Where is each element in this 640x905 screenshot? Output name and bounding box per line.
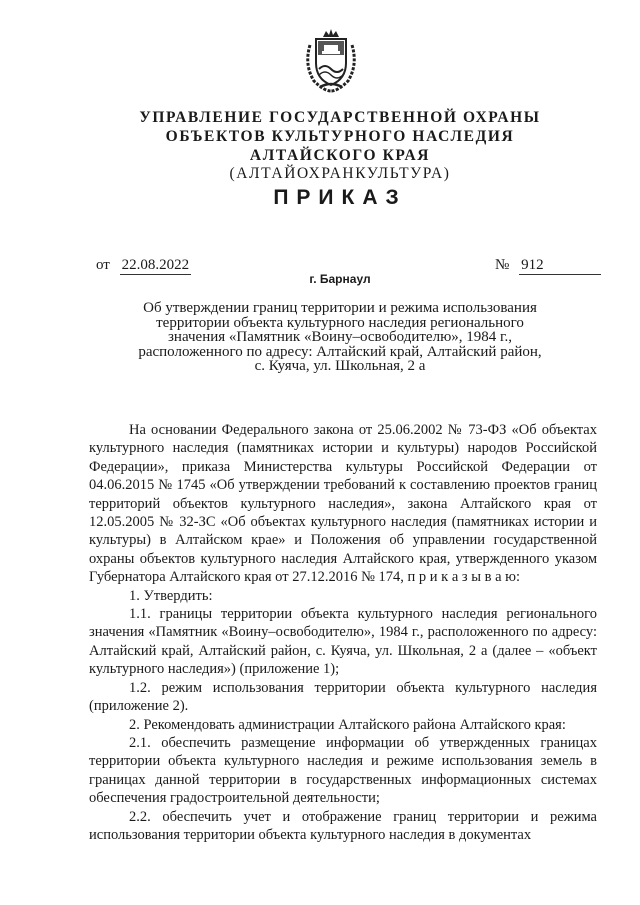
city: г. Барнаул [309,272,371,286]
order-body [89,421,597,844]
agency-name [0,108,640,165]
body-paragraph: 1. Утвердить: [129,587,213,604]
number-value: 912 [519,257,601,275]
body-paragraph: 2.2. обеспечить учет и отображение границ территории и режима использования территории объекта культурного наследия в документах [89,808,597,843]
subject-line: расположенного по адресу: Алтайский край, Алтайский район, [138,343,542,360]
subject-line: территории объекта культурного наследия регионального [156,314,524,331]
subject-line: значения «Памятник «Воину–освободителю», 1984 г., [168,329,512,346]
date-value: 22.08.2022 [121,257,190,273]
subject-line: с. Куяча, ул. Школьная, 2 а [254,358,426,375]
body-paragraph: 1.2. режим использования территории объекта культурного наследия (приложение 2). [89,679,597,715]
date-prefix: от [96,257,110,273]
document-title: ПРИКАЗ [273,186,407,209]
agency-abbreviation: (АЛТАЙОХРАНКУЛЬТУРА) [229,165,451,182]
body-paragraph: На основании Федерального закона от 25.06.2002 № 73-ФЗ «Об объектах культурного наследия (памятниках истории и культуры) народов Российской Федерации», приказа Министерства культуры Российской Федерации от 04.06.2015 № 1745 «Об утверждении требований к составлению проектов границ территорий объектов культурного наследия», закона Алтайского края от 12.05.2005 № 32-ЗС «Об объектах культурного наследия (памятниках истории и культуры) в Алтайском крае» и Положения об управлении государственной охраны объектов культурного наследия Алтайского края, утвержденного указом Губернатора Алтайского края от 27.12.2016 № 174, п р и к а з ы в а ю: [89,422,597,586]
body-paragraph: 1.1. границы территории объекта культурного наследия регионального значения «Памятник «Воину–освободителю», 1984 г., расположенного по адресу: Алтайский край, Алтайский район, с. Куяча, ул. Школьная, 2 а (далее – «объект культурного наследия») (приложение 1); [89,606,597,678]
coat-of-arms-icon [302,27,360,93]
order-subject [120,301,560,374]
subject-line: Об утверждении границ территории и режима использования [143,300,537,316]
body-paragraph: 2. Рекомендовать администрации Алтайского района Алтайского края: [129,716,566,733]
number-prefix: № [495,257,510,273]
agency-line: АЛТАЙСКОГО КРАЯ [249,147,431,164]
agency-line: ОБЪЕКТОВ КУЛЬТУРНОГО НАСЛЕДИЯ [165,128,515,145]
body-paragraph: 2.1. обеспечить размещение информации об утвержденных границах территории объекта культурного наследия и режиме использования земель в границах данной территории в государственных информационных системах обеспечения градостроительной деятельности; [89,734,597,807]
agency-line: УПРАВЛЕНИЕ ГОСУДАРСТВЕННОЙ ОХРАНЫ [139,109,541,126]
